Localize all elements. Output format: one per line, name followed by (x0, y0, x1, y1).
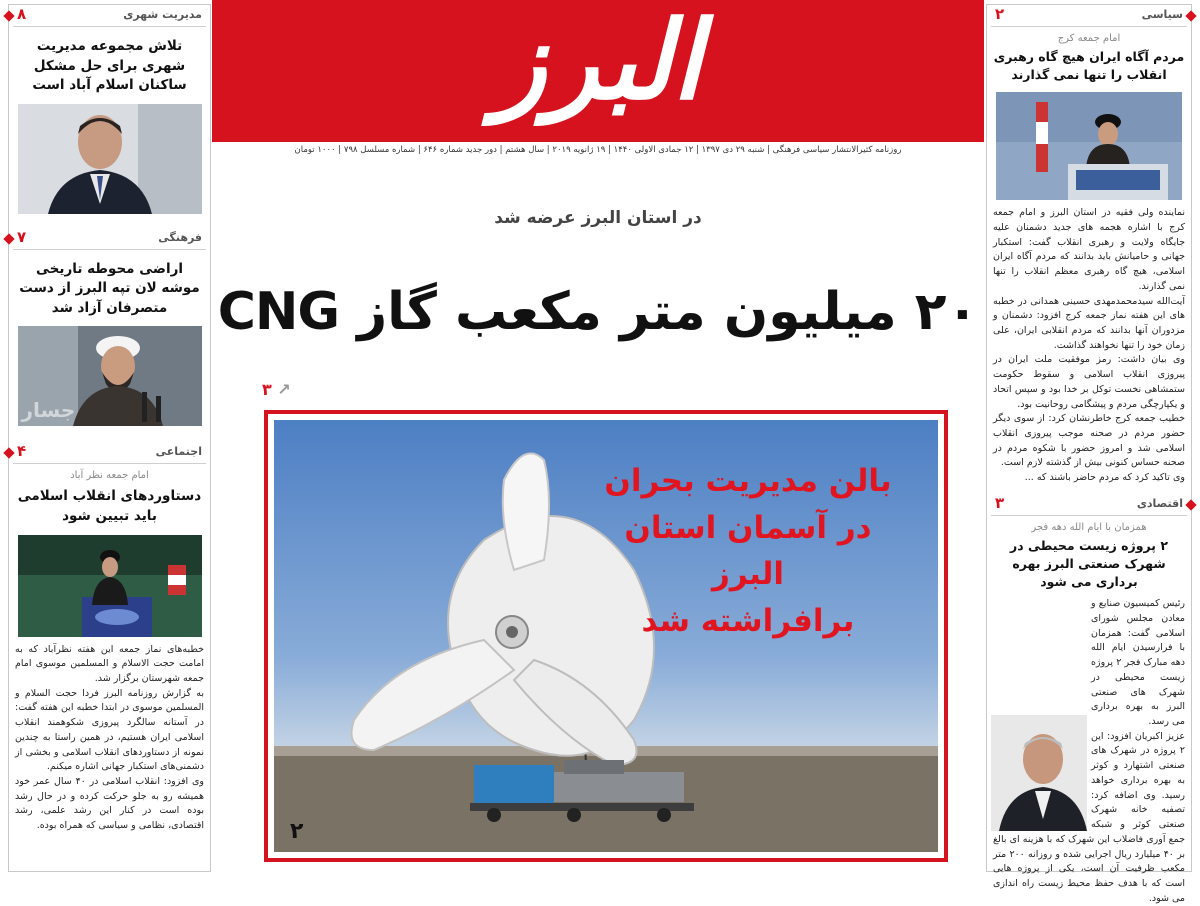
article-kicker: همزمان با ایام الله دهه فجر (1031, 521, 1147, 533)
article-photo-official[interactable] (18, 104, 202, 214)
section-page-number: ۲ (995, 5, 1005, 23)
section-header-culture (13, 228, 206, 250)
feature-page-number: ۲ (290, 819, 304, 844)
article-body: نماینده ولی فقیه در استان البرز و امام جمعه کرج با اشاره هجمه های جدید دشمنان علیه جایگاه ولایت و رهبری انقلاب گفت: استکبار جهانی و حامیانش باید بدانند که مردم آگاه ایران اسلامی، هیچ گاه رهبری معظم انقلاب را تنها نمی گذارند. آیت‌الله سیدمحمدمهدی حسینی همدانی در خطبه های این هفته نماز جمعه کرج افزود: دشمنان و مزدوران آنها بدانند که مردم انقلابی ایران، علی زمان خود را تنها نخواهند گذاشت. وی بیان داشت: رمز موفقیت ملت ایران در پیروزی انقلاب اسلامی و سقوط حکومت ستمشاهی نخست توکل بر خدا بود و سپس اتحاد و یکپارچگی مردم و پیشگامی روحانیت بود. خطیب جمعه کرج خاطرنشان کرد: از سوی دیگر حضور مردم در صحنه موجب پیروزی انقلاب اسلامی شد و امروز حضور با شکوه مردم در صحنه حساس کنونی بیش از گذشته لازم است. وی تاکید کرد که مردم حاضر باشند که ... (993, 207, 1185, 484)
photo-watermark: جسار (21, 398, 76, 423)
right-column (986, 4, 1192, 904)
feature-photo-frame[interactable] (264, 410, 948, 862)
left-column (8, 4, 211, 872)
article-photo-friday-prayer[interactable] (18, 535, 202, 637)
caption-line: بالن مدیریت بحران (604, 463, 892, 499)
page-reference-number: ۳ (262, 380, 272, 399)
section-marker-icon (3, 448, 14, 459)
section-marker-icon (1185, 10, 1196, 21)
section-marker-icon (1185, 499, 1196, 510)
imprint-line: روزنامه کثیرالانتشار سیاسی فرهنگی | شنبه ۲۹ دی ۱۳۹۷ | ۱۲ جمادی الاولی ۱۴۴۰ | ۱۹ ژانویه ۲۰۱۹ | سال هشتم | دور جدید شماره ۶۴۶ | شماره مسلسل ۷۹۸ | ۱۰۰۰ تومان (294, 145, 902, 155)
newspaper-logo[interactable]: البرز (494, 0, 702, 124)
sermon-illustration (996, 92, 1182, 200)
article-body: رئیس کمیسیون صنایع و معادن مجلس شورای اسلامی گفت: همزمان با فرارسیدن ایام الله دهه مبارک فجر ۲ پروژه زیست محیطی در شهرک های صنعتی البرز به بهره برداری می رسد. عزیز اکبریان افزود: این ۲ پروژه در شهرک های صنعتی اشتهارد و کوثر به بهره برداری خواهد رسید. وی اضافه کرد: تصفیه خانه شهرک صنعتی کوثر و شبکه جمع آوری فاضلاب این شهرک که با هزینه ای بالغ بر ۴۰ میلیارد ریال اجرایی شده و روزانه ۲۰۰ متر مکعب ظرفیت آن است، یکی از پروژه هایی است که با هدف حفظ محیط زیست راه اندازی می شود. (993, 598, 1186, 904)
main-headline[interactable]: ۲۰ میلیون متر مکعب گاز CNG (217, 282, 979, 342)
section-marker-icon (3, 10, 14, 21)
section-header-social (13, 442, 206, 464)
article-kicker: امام جمعه نظر آباد (70, 470, 149, 482)
section-header-urban (13, 5, 206, 27)
mp-portrait-illustration (991, 715, 1087, 831)
article-body: خطبه‌های نماز جمعه این هفته نظرآباد که به امامت حجت الاسلام و المسلمین موسوی امام جمعه شهرستان برگزار شد. به گزارش روزنامه البرز فردا حجت السلام و المسلمین موسوی در ابتدا خطبه این هفته گفت: در آستانه سالگرد پیروزی شکوهمند انقلاب اسلامی ایران هستیم، در همین راستا به چندین نمونه از دستاوردهای انقلاب اسلامی و بخشی از دشمنی‌های استکبار جهانی اشاره میکنم. وی افزود: انقلاب اسلامی در ۴۰ سال عمر خود همیشه رو به جلو حرکت کرده و در حال رشد بوده است در کنار این رشد علمی، رشد اقتصادی، نظامی و سیاسی که همراه بوده. (15, 643, 205, 832)
arrow-up-right-icon: ↗ (277, 380, 291, 399)
article-kicker: امام جمعه کرج (1057, 33, 1121, 44)
article-photo-sermon[interactable] (996, 92, 1182, 200)
section-marker-icon (3, 233, 14, 244)
masthead (212, 0, 984, 142)
section-page-number: ۸ (17, 5, 27, 23)
article-headline[interactable]: ۲ پروژه زیست محیطی در شهرک صنعتی البرز بهره برداری می شود (1010, 537, 1168, 590)
article-headline[interactable]: دستاوردهای انقلاب اسلامی باید تبیین شود (17, 488, 202, 524)
portrait-illustration (18, 104, 202, 214)
feature-photo (274, 420, 938, 852)
section-header-economy (991, 494, 1187, 516)
article-photo-mp[interactable] (991, 715, 1087, 831)
page-reference[interactable] (262, 380, 291, 399)
article-photo-cleric[interactable] (18, 326, 202, 426)
caption-line: برافراشته شد (641, 602, 855, 639)
feature-caption[interactable] (588, 458, 908, 644)
section-label: سیاسی (1141, 8, 1183, 21)
main-kicker: در استان البرز عرضه شد (494, 208, 702, 228)
podium-illustration (18, 535, 202, 637)
section-label: اقتصادی (1136, 496, 1183, 510)
section-page-number: ۳ (995, 493, 1005, 512)
caption-line: در آسمان استان البرز (624, 509, 872, 592)
section-label: مدیریت شهری (123, 8, 202, 21)
article-headline[interactable]: اراضی محوطه تاریخی موشه لان تپه البرز از دست متصرفان آزاد شد (19, 260, 200, 316)
article-headline[interactable]: تلاش مجموعه مدیریت شهری برای حل مشکل ساکنان اسلام آباد است (32, 38, 187, 94)
article-headline[interactable]: مردم آگاه ایران هیچ گاه رهبری انقلاب را تنها نمی گذارند (993, 49, 1185, 83)
section-label: اجتماعی (155, 445, 202, 459)
section-page-number: ۴ (17, 442, 27, 461)
section-header-politics (991, 5, 1187, 27)
section-label: فرهنگی (158, 230, 202, 244)
section-page-number: ۷ (17, 227, 27, 246)
